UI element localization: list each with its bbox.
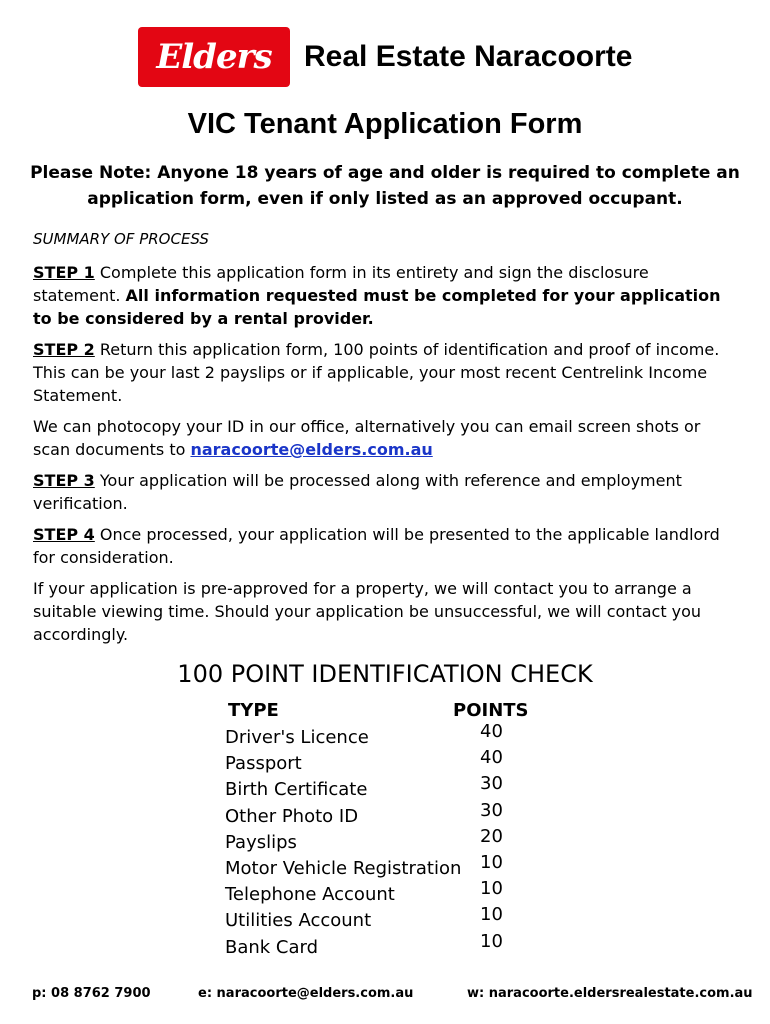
photocopy-text: We can photocopy your ID in our office, alternatively you can email screen shots or scan documents to xyxy=(33,417,701,459)
brand-name: Real Estate Naracoorte xyxy=(304,40,633,73)
step-4-label: STEP 4 xyxy=(33,525,95,544)
step-1-text: Complete this application form in its entirety and sign the disclosure statement. xyxy=(33,263,649,305)
footer-email: e: naracoorte@elders.com.au xyxy=(198,986,414,1001)
id-type: Bank Card xyxy=(225,936,319,958)
list-item xyxy=(225,930,525,960)
step-2-label: STEP 2 xyxy=(33,340,95,359)
step-3-paragraph xyxy=(33,469,733,515)
header xyxy=(138,26,632,88)
photocopy-paragraph xyxy=(33,415,733,461)
id-points: 40 xyxy=(480,747,503,769)
id-points: 20 xyxy=(480,825,503,847)
id-type: Telephone Account xyxy=(225,884,395,906)
logo-text: Elders xyxy=(156,37,272,77)
id-points: 40 xyxy=(480,721,503,742)
step-4-text: Once processed, your application will be presented to the applicable landlord for consideration. xyxy=(33,525,720,567)
step-2-text: Return this application form, 100 points of identification and proof of income. This can be your last 2 payslips or if applicable, your most recent Centrelink Income Statement. xyxy=(33,340,720,405)
age-note: Please Note: Anyone 18 years of age and older is required to complete an application form, even if only listed as an approved occupant. xyxy=(30,163,740,209)
step-1-bold-text: All information requested must be completed for your application to be considered by a rental provider. xyxy=(33,286,721,328)
summary-heading: SUMMARY OF PROCESS xyxy=(33,230,209,248)
step-3-label: STEP 3 xyxy=(33,471,95,490)
step-1-label: STEP 1 xyxy=(33,263,95,282)
id-type: Utilities Account xyxy=(225,910,372,932)
step-1-paragraph xyxy=(33,261,733,330)
footer-phone: p: 08 8762 7900 xyxy=(32,986,151,1001)
step-3-text: Your application will be processed along with reference and employment verification. xyxy=(33,471,682,513)
id-type: Payslips xyxy=(225,831,297,853)
email-link[interactable]: naracoorte@elders.com.au xyxy=(190,440,433,459)
points-column-header: POINTS xyxy=(453,700,529,721)
page-title: VIC Tenant Application Form xyxy=(187,108,583,140)
id-points: 30 xyxy=(480,799,503,821)
elders-logo xyxy=(138,27,290,87)
closing-paragraph: If your application is pre-approved for a property, we will contact you to arrange a suitable viewing time. Should your application be unsuccessful, we will contact you accordingly. xyxy=(33,579,702,644)
step-2-paragraph xyxy=(33,338,733,407)
id-points: 10 xyxy=(480,878,503,900)
id-check-title: 100 POINT IDENTIFICATION CHECK xyxy=(177,660,593,688)
id-type: Driver's Licence xyxy=(225,727,369,748)
id-type: Birth Certificate xyxy=(225,779,368,801)
id-type: Other Photo ID xyxy=(225,805,359,827)
id-points: 10 xyxy=(480,851,503,873)
id-type: Motor Vehicle Registration xyxy=(225,857,462,879)
id-type: Passport xyxy=(225,753,302,775)
id-points: 10 xyxy=(480,904,503,926)
type-column-header: TYPE xyxy=(228,700,279,721)
id-points: 10 xyxy=(480,930,503,952)
id-check-list xyxy=(225,721,525,960)
step-4-paragraph xyxy=(33,523,733,569)
footer-website: w: naracoorte.eldersrealestate.com.au xyxy=(467,986,753,1001)
id-points: 30 xyxy=(480,773,503,795)
process-summary xyxy=(33,228,733,654)
